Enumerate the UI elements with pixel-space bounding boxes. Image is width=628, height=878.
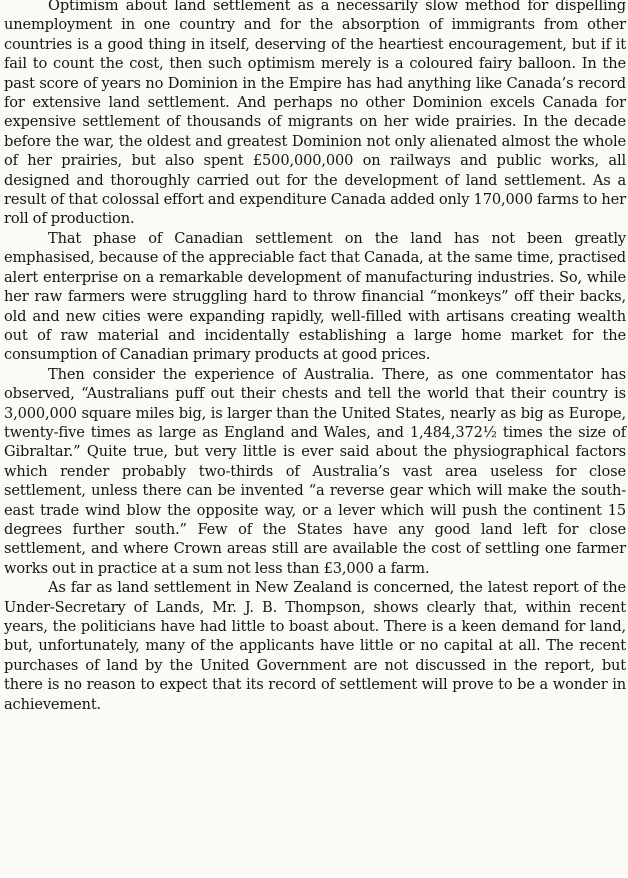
paragraph-canada-optimism: Optimism about land settlement as a necessarily slow method for dispelling unemployment in one country and for the absorption of immigrants from other countries is a good thing in itself, deserving of the heartiest encouragement, but if it fail to count the cost, then such optimism merely is a coloured fairy balloon. In the past score of years no Dominion in the Empire has had anything like Canada’s record for extensive land settlement. And perhaps no other Dominion excels Canada for expensive settlement of thousands of migrants on her wide prairies. In the decade before the war, the oldest and greatest Dominion not only alienated almost the whole of her prairies, but also spent £500,000,000 on railways and public works, all designed and thoroughly carried out for the development of land settlement. As a result of that colossal effort and expenditure Canada added only 170,000 farms to her roll of production. — [4, 0, 626, 228]
paragraph-canada-manufacturing: That phase of Canadian settlement on the land has not been greatly emphasised, because of the appreciable fact that Canada, at the same time, practised alert enterprise on a remarkable development of manufacturing industries. So, while her raw farmers were struggling hard to throw financial “monkeys” off their backs, old and new cities were expanding rapidly, well-filled with artisans creating wealth out of raw material and incidentally establishing a large home market for the consumption of Canadian primary products at good prices. — [4, 229, 626, 364]
article-body — [4, 0, 626, 714]
paragraph-australia: Then consider the experience of Australia. There, as one commentator has observed, “Australians puff out their chests and tell the world that their country is 3,000,000 square miles big, is larger than the United States, nearly as big as Europe, twenty-five times as large as England and Wales, and 1,484,372½ times the size of Gibraltar.” Quite true, but very little is ever said about the physiographical factors which render probably two-thirds of Australia’s vast area useless for close settlement, unless there can be invented “a reverse gear which will make the south-east trade wind blow the opposite way, or a lever which will push the continent 15 degrees further south.” Few of the States have any good land left for close settlement, and where Crown areas still are available the cost of settling one farmer works out in practice at a sum not less than £3,000 a farm. — [4, 365, 626, 577]
paragraph-new-zealand: As far as land settlement in New Zealand is concerned, the latest report of the Under-Secretary of Lands, Mr. J. B. Thompson, shows clearly that, within recent years, the politicians have had little to boast about. There is a keen demand for land, but, unfortunately, many of the applicants have little or no capital at all. The recent purchases of land by the United Government are not discussed in the report, but there is no reason to expect that its record of settlement will prove to be a wonder in achievement. — [4, 579, 626, 713]
